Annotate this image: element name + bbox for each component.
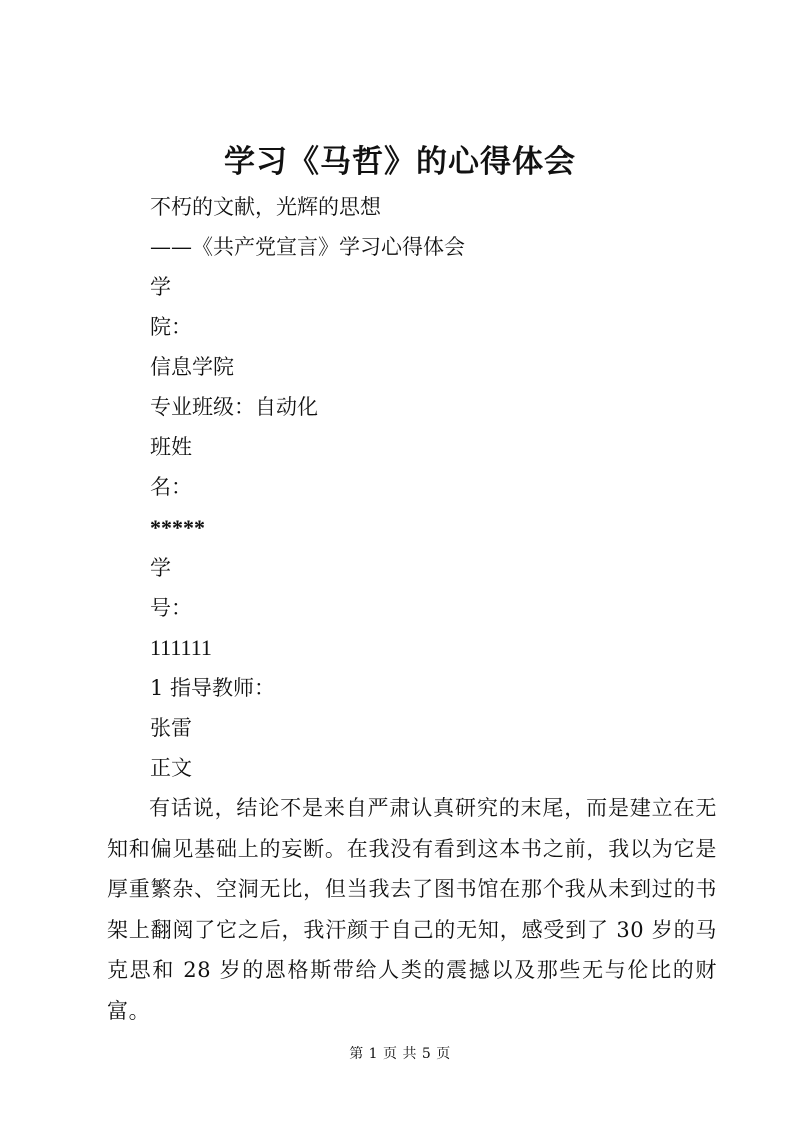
subtitle-secondary: ——《共产党宣言》学习心得体会 — [150, 235, 465, 259]
page-footer: 第 1 页 共 5 页 — [349, 1046, 451, 1062]
student-id-label-part2: 号： — [150, 596, 192, 620]
body-paragraph: 有话说，结论不是来自严肃认真研究的末尾，而是建立在无知和偏见基础上的妄断。在我没有看到这本书之前，我以为它是厚重繁杂、空洞无比，但当我去了图书馆在那个我从未到过的书架上翻阅了它之后，我汗颜于自己的无知，感受到了 30 岁的马克思和 28 岁的恩格斯带给人类的震撼以及那些无与伦比的财富。 — [107, 796, 717, 1023]
name-label-part1: 班姓 — [150, 435, 192, 459]
page-title: 学习《马哲》的心得体会 — [224, 144, 576, 180]
student-id-label-part1: 学 — [150, 556, 171, 580]
body-heading: 正文 — [150, 756, 192, 780]
student-id-value: 111111 — [150, 635, 212, 660]
college-value: 信息学院 — [150, 355, 234, 379]
advisor-label: 1 指导教师： — [150, 676, 276, 700]
advisor-value: 张雷 — [150, 716, 192, 740]
college-label-part1: 学 — [150, 275, 171, 299]
subtitle: 不朽的文献，光辉的思想 — [150, 195, 381, 219]
name-label-part2: 名： — [150, 475, 192, 499]
college-label-part2: 院： — [150, 315, 192, 339]
major-class-line: 专业班级：自动化 — [150, 395, 318, 419]
name-value: ***** — [150, 515, 205, 540]
